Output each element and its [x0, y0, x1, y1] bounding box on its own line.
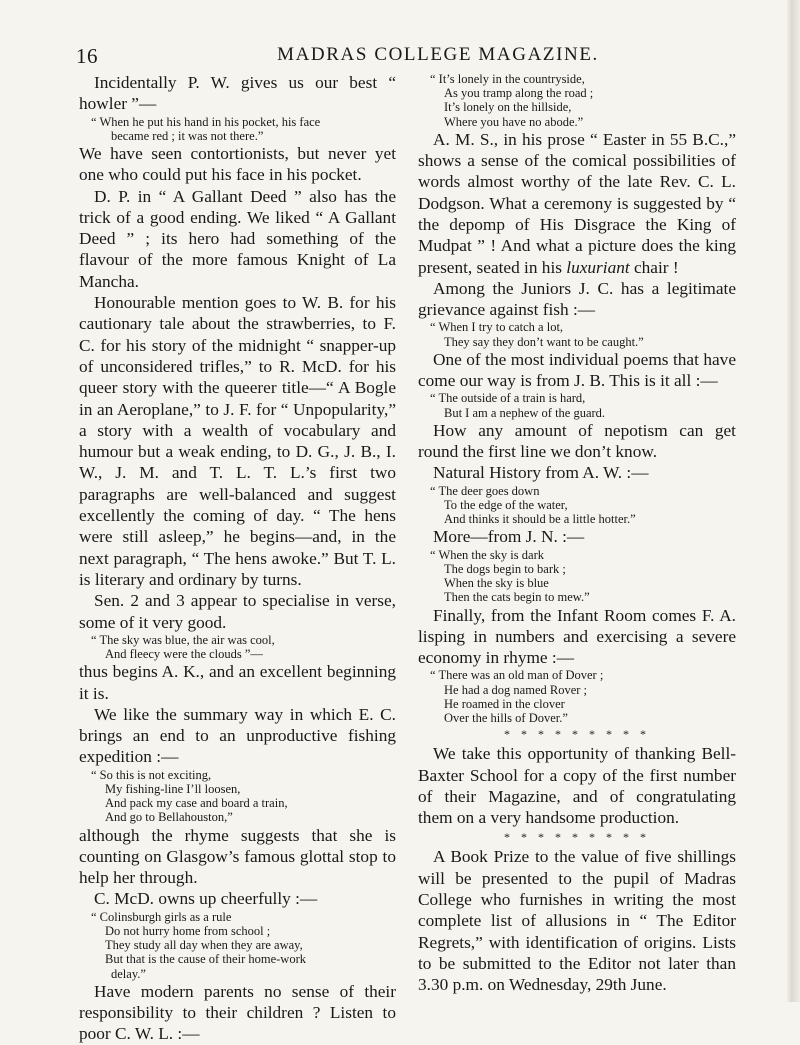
- verse-line: “ When he put his hand in his pocket, his face: [91, 114, 321, 129]
- paragraph: One of the most individual poems that have come our way is from J. B. This is it all :—: [418, 349, 736, 391]
- paragraph: We have seen contortionists, but never yet one who could put his face in his pocket.: [79, 144, 396, 185]
- verse-line: They say they don’t want to be caught.”: [444, 334, 644, 349]
- verse-line: “ So this is not exciting,: [91, 767, 212, 782]
- verse-line: But that is the cause of their home-work: [105, 952, 306, 967]
- verse-quote: [418, 668, 736, 725]
- verse-line: They study all day when they are away,: [105, 938, 303, 953]
- verse-line: “ There was an old man of Dover ;: [430, 668, 604, 683]
- verse-line: “ It’s lonely in the countryside,: [430, 72, 585, 86]
- paragraph: Finally, from the Infant Room comes F. A. lisping in numbers and exercising a severe economy in rhyme :—: [418, 605, 736, 668]
- left-column: [79, 72, 396, 1045]
- verse-line: delay.”: [111, 966, 146, 981]
- right-column: [418, 72, 736, 995]
- verse-quote: [79, 633, 396, 661]
- page-number: 16: [76, 44, 98, 68]
- verse-quote: [418, 72, 736, 129]
- verse-line: The dogs begin to bark ;: [444, 561, 566, 576]
- verse-line: Then the cats begin to mew.”: [444, 590, 590, 605]
- paragraph: C. McD. owns up cheerfully :—: [94, 889, 318, 909]
- verse-line: “ The sky was blue, the air was cool,: [91, 632, 275, 647]
- verse-line: But I am a nephew of the guard.: [444, 405, 606, 420]
- verse-quote: [79, 768, 396, 825]
- paragraph: D. P. in “ A Gallant Deed ” also has the trick of a good ending. We liked “ A Gallant Deed ” ; its hero had something of the flavour of the more famous Knight of La Mancha.: [79, 186, 396, 291]
- paragraph: Natural History from A. W. :—: [433, 463, 649, 483]
- verse-quote: [418, 548, 736, 605]
- paragraph: We take this opportunity of thanking Bell-Baxter School for a copy of the first number of their Magazine, and of congratulating them on a very handsome production.: [418, 744, 736, 828]
- verse-quote: [418, 484, 736, 527]
- verse-line: “ The outside of a train is hard,: [430, 391, 586, 406]
- verse-line: “ When the sky is dark: [430, 547, 544, 562]
- verse-line: And go to Bellahouston,”: [105, 810, 233, 825]
- verse-line: “ Colinsburgh girls as a rule: [91, 909, 232, 924]
- magazine-title: MADRAS COLLEGE MAGAZINE.: [277, 44, 599, 65]
- verse-line: My fishing-line I’ll loosen,: [105, 781, 241, 796]
- verse-quote: [79, 115, 396, 143]
- page-edge: [786, 0, 800, 1002]
- verse-quote: [418, 391, 736, 419]
- paragraph: A Book Prize to the value of five shillings will be presented to the pupil of Madras College who furnishes in writing the most complete list of allusions in “ The Editor Regrets,” with identification of origins. Lists to be submitted to the Editor not later than 3.30 p.m. on Wednesday, 29th June.: [418, 847, 736, 995]
- verse-line: It’s lonely on the hillside,: [444, 100, 572, 115]
- verse-line: Where you have no abode.”: [444, 114, 584, 129]
- verse-quote: [418, 320, 736, 348]
- paragraph: [418, 129, 736, 278]
- paragraph: Incidentally P. W. gives us our best “ howler ”—: [79, 73, 396, 114]
- verse-line: He had a dog named Rover ;: [444, 682, 588, 697]
- text-run: A. M. S., in his prose “ Easter in 55 B.C.,” shows a sense of the comical possibilities of words almost worthy of the late Rev. C. L. Dodgson. What a ceremony is suggested by “ the depomp of His Disgrace the King of Mudpat ” ! And what a picture does the king present, seated in his: [418, 129, 736, 277]
- verse-line: Over the hills of Dover.”: [444, 711, 568, 725]
- paragraph: How any amount of nepotism can get round the first line we don’t know.: [418, 420, 736, 462]
- verse-quote: [79, 910, 396, 981]
- verse-line: And thinks it should be a little hotter.”: [444, 512, 636, 527]
- paragraph: Honourable mention goes to W. B. for his cautionary tale about the strawberries, to F. C. for his story of the midnight “ snapper-up of unconsidered trifles,” to R. McD. for his queer story with the queerer title—“ A Bogle in an Aeroplane,” to J. F. for “ Unpopularity,” a story with a wealth of vocabulary and humour but a weak ending, to D. G., J. B., I. W., J. M. and T. L. T. L.’s first two paragraphs are well-balanced and suggest excellently the coming of day. “ The hens were still asleep,” he begins—and, in the next paragraph, “ The hens awoke.” But T. L. is literary and ordinary by turns.: [79, 293, 396, 589]
- paragraph: although the rhyme suggests that she is counting on Glasgow’s famous glottal stop to help her through.: [79, 825, 396, 888]
- paragraph: Sen. 2 and 3 appear to specialise in verse, some of it very good.: [79, 591, 396, 632]
- paragraph: thus begins A. K., and an excellent beginning it is.: [79, 662, 396, 703]
- verse-line: As you tramp along the road ;: [444, 86, 594, 101]
- verse-line: And fleecy were the clouds ”—: [105, 647, 263, 662]
- verse-line: And pack my case and board a train,: [105, 796, 288, 811]
- verse-line: To the edge of the water,: [444, 497, 568, 512]
- verse-line: When the sky is blue: [444, 576, 549, 591]
- verse-line: Do not hurry home from school ;: [105, 923, 271, 938]
- section-divider: * * * * * * * * *: [504, 727, 650, 742]
- page-header: [76, 44, 760, 70]
- emphasized-word: luxuriant: [566, 257, 630, 277]
- verse-line: “ The deer goes down: [430, 483, 540, 498]
- verse-line: He roamed in the clover: [444, 696, 565, 711]
- paragraph: Among the Juniors J. C. has a legitimate grievance against fish :—: [418, 278, 736, 320]
- verse-line: became red ; it was not there.”: [111, 128, 264, 143]
- section-divider: * * * * * * * * *: [504, 830, 650, 845]
- paragraph: Have modern parents no sense of their responsibility to their children ? Listen to poor C. W. L. :—: [79, 981, 396, 1044]
- paragraph: More—from J. N. :—: [433, 527, 585, 547]
- paragraph: We like the summary way in which E. C. brings an end to an unproductive fishing expedition :—: [79, 704, 396, 767]
- verse-line: “ When I try to catch a lot,: [430, 320, 564, 335]
- text-run: chair !: [629, 257, 679, 277]
